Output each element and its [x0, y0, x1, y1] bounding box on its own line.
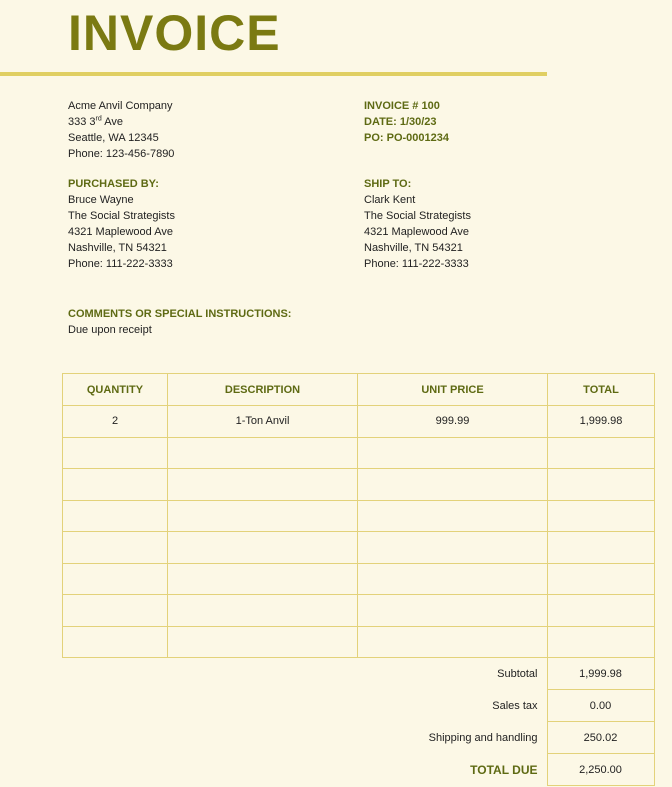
empty-cell [358, 437, 548, 469]
purchased-by-city: Nashville, TN 54321 [68, 242, 167, 254]
invoice-number: INVOICE # 100 [364, 100, 440, 112]
empty-cell [168, 532, 358, 564]
empty-cell [358, 626, 548, 658]
invoice-po: PO: PO-0001234 [364, 132, 449, 144]
invoice-date: DATE: 1/30/23 [364, 116, 437, 128]
empty-cell [358, 469, 548, 501]
seller-city: Seattle, WA 12345 [68, 132, 159, 144]
ship-to-street: 4321 Maplewood Ave [364, 226, 469, 238]
invoice-title: INVOICE [68, 5, 281, 61]
purchased-by-label: PURCHASED BY: [68, 178, 159, 190]
shipping-value: 250.02 [547, 722, 654, 754]
seller-street-number: 333 3 [68, 116, 96, 128]
empty-cell [548, 437, 655, 469]
empty-cell [63, 626, 168, 658]
line-items-table [62, 373, 655, 658]
empty-cell [358, 500, 548, 532]
empty-cell [358, 595, 548, 627]
table-row-empty [63, 563, 655, 595]
purchased-by-block [68, 176, 175, 272]
seller-phone: Phone: 123-456-7890 [68, 148, 175, 160]
comments-text: Due upon receipt [68, 324, 152, 336]
purchased-by-company: The Social Strategists [68, 210, 175, 222]
shipping-row [62, 722, 654, 754]
purchased-by-name: Bruce Wayne [68, 194, 134, 206]
purchased-by-street: 4321 Maplewood Ave [68, 226, 173, 238]
table-row-empty [63, 437, 655, 469]
table-header-row [63, 374, 655, 406]
total-due-value: 2,250.00 [547, 754, 654, 786]
ship-to-label: SHIP TO: [364, 178, 412, 190]
empty-cell [358, 563, 548, 595]
table-row [63, 406, 655, 438]
total-due-label: TOTAL DUE [470, 762, 538, 777]
table-row-empty [63, 626, 655, 658]
empty-cell [548, 532, 655, 564]
header-unit-price: UNIT PRICE [358, 374, 548, 406]
empty-cell [63, 500, 168, 532]
seller-street-name: Ave [101, 116, 123, 128]
table-row-empty [63, 500, 655, 532]
empty-cell [358, 532, 548, 564]
subtotal-value: 1,999.98 [547, 658, 654, 690]
empty-cell [548, 469, 655, 501]
header-rule [0, 72, 547, 76]
ship-to-city: Nashville, TN 54321 [364, 242, 463, 254]
purchased-by-phone: Phone: 111-222-3333 [68, 258, 173, 270]
ship-to-block [364, 176, 471, 272]
empty-cell [548, 500, 655, 532]
cell-unit-price: 999.99 [358, 406, 548, 438]
empty-cell [168, 469, 358, 501]
invoice-meta [364, 98, 449, 146]
empty-cell [168, 626, 358, 658]
header-description: DESCRIPTION [168, 374, 358, 406]
empty-cell [63, 595, 168, 627]
header-quantity: QUANTITY [63, 374, 168, 406]
sales-tax-value: 0.00 [547, 690, 654, 722]
header-total: TOTAL [548, 374, 655, 406]
empty-cell [63, 437, 168, 469]
subtotal-row [62, 658, 654, 690]
total-due-row [62, 754, 654, 786]
empty-cell [548, 595, 655, 627]
empty-cell [168, 500, 358, 532]
empty-cell [63, 563, 168, 595]
seller-street-suffix: rd [95, 115, 102, 123]
ship-to-phone: Phone: 111-222-3333 [364, 258, 469, 270]
table-row-empty [63, 532, 655, 564]
cell-description: 1-Ton Anvil [168, 406, 358, 438]
comments-block [68, 306, 291, 338]
table-row-empty [63, 469, 655, 501]
seller-address [68, 98, 174, 162]
ship-to-name: Clark Kent [364, 194, 416, 206]
empty-cell [168, 563, 358, 595]
sales-tax-label: Sales tax [492, 699, 538, 712]
empty-cell [548, 563, 655, 595]
sales-tax-row [62, 690, 654, 722]
empty-cell [63, 532, 168, 564]
shipping-label: Shipping and handling [428, 731, 538, 744]
seller-street [68, 114, 174, 130]
ship-to-company: The Social Strategists [364, 210, 471, 222]
empty-cell [548, 626, 655, 658]
totals-table [62, 657, 655, 786]
empty-cell [168, 437, 358, 469]
cell-total: 1,999.98 [548, 406, 655, 438]
subtotal-label: Subtotal [497, 667, 538, 680]
table-row-empty [63, 595, 655, 627]
comments-label: COMMENTS OR SPECIAL INSTRUCTIONS: [68, 308, 292, 320]
empty-cell [168, 595, 358, 627]
empty-cell [63, 469, 168, 501]
cell-quantity: 2 [63, 406, 168, 438]
seller-company: Acme Anvil Company [68, 100, 173, 112]
